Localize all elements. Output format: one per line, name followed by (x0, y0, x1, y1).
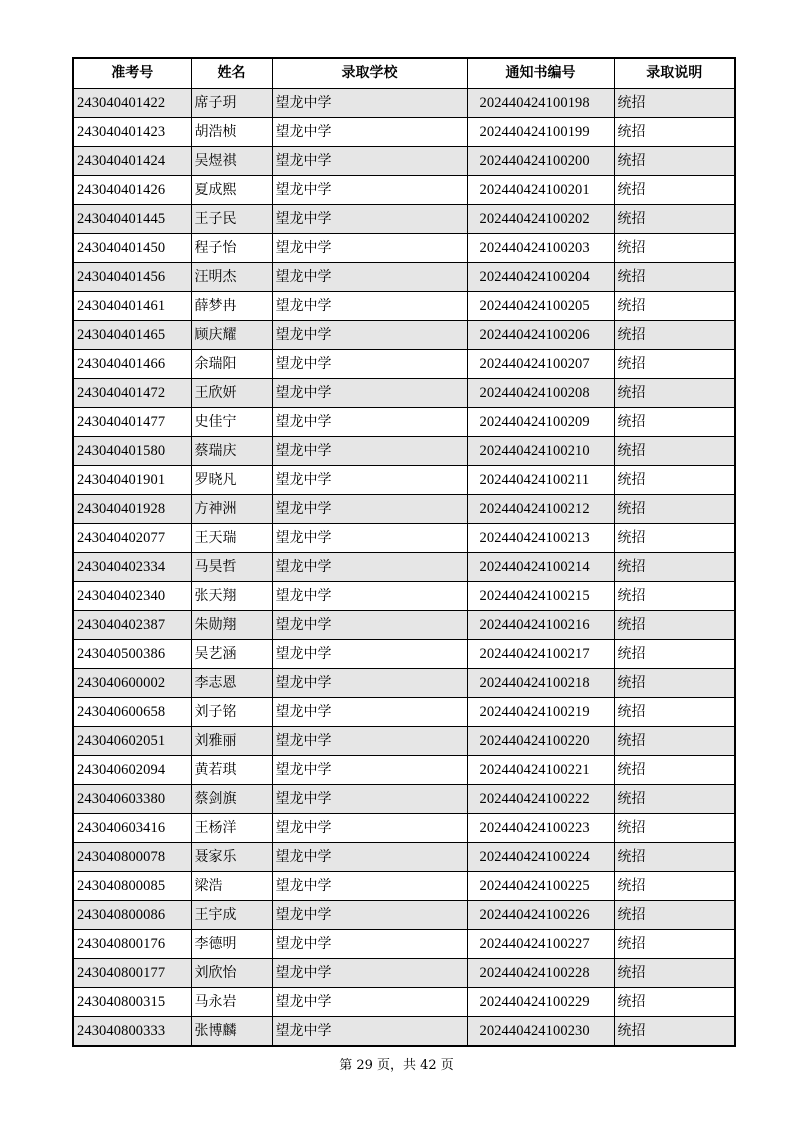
school-cell: 望龙中学 (272, 262, 467, 291)
admission-note-cell: 统招 (614, 523, 735, 552)
table-row (73, 436, 735, 465)
school-cell: 望龙中学 (272, 900, 467, 929)
name-cell: 程子怡 (191, 233, 272, 262)
table-row (73, 1016, 735, 1046)
admission-note-cell: 统招 (614, 349, 735, 378)
name-cell: 黄若琪 (191, 755, 272, 784)
notice-number-cell: 202440424100227 (467, 929, 614, 958)
admission-note-cell: 统招 (614, 755, 735, 784)
notice-number-cell: 202440424100206 (467, 320, 614, 349)
school-cell: 望龙中学 (272, 610, 467, 639)
notice-number-cell: 202440424100203 (467, 233, 614, 262)
notice-number-cell: 202440424100224 (467, 842, 614, 871)
admission-note-cell: 统招 (614, 1016, 735, 1046)
school-cell: 望龙中学 (272, 523, 467, 552)
exam-number-cell: 243040401423 (73, 117, 191, 146)
table-row (73, 871, 735, 900)
name-cell: 史佳宁 (191, 407, 272, 436)
exam-number-cell: 243040602094 (73, 755, 191, 784)
notice-number-cell: 202440424100204 (467, 262, 614, 291)
name-cell: 王欣妍 (191, 378, 272, 407)
exam-number-cell: 243040800315 (73, 987, 191, 1016)
school-cell: 望龙中学 (272, 204, 467, 233)
table-row (73, 581, 735, 610)
exam-number-cell: 243040401461 (73, 291, 191, 320)
notice-number-cell: 202440424100214 (467, 552, 614, 581)
page-footer: 第 29 页，共 42 页 (339, 1058, 454, 1073)
name-cell: 马昊哲 (191, 552, 272, 581)
name-cell: 王杨洋 (191, 813, 272, 842)
name-cell: 胡浩桢 (191, 117, 272, 146)
name-cell: 吴煜祺 (191, 146, 272, 175)
notice-number-cell: 202440424100223 (467, 813, 614, 842)
name-cell: 夏成熙 (191, 175, 272, 204)
school-cell: 望龙中学 (272, 987, 467, 1016)
header-exam-number: 准考号 (73, 58, 191, 88)
name-cell: 王天瑞 (191, 523, 272, 552)
school-cell: 望龙中学 (272, 784, 467, 813)
name-cell: 顾庆耀 (191, 320, 272, 349)
school-cell: 望龙中学 (272, 146, 467, 175)
notice-number-cell: 202440424100229 (467, 987, 614, 1016)
name-cell: 聂家乐 (191, 842, 272, 871)
admission-note-cell: 统招 (614, 610, 735, 639)
table-body (73, 88, 735, 1046)
exam-number-cell: 243040800333 (73, 1016, 191, 1046)
exam-number-cell: 243040800176 (73, 929, 191, 958)
exam-number-cell: 243040800086 (73, 900, 191, 929)
notice-number-cell: 202440424100212 (467, 494, 614, 523)
exam-number-cell: 243040401477 (73, 407, 191, 436)
school-cell: 望龙中学 (272, 668, 467, 697)
school-cell: 望龙中学 (272, 407, 467, 436)
notice-number-cell: 202440424100211 (467, 465, 614, 494)
notice-number-cell: 202440424100208 (467, 378, 614, 407)
exam-number-cell: 243040401580 (73, 436, 191, 465)
admission-note-cell: 统招 (614, 407, 735, 436)
notice-number-cell: 202440424100201 (467, 175, 614, 204)
table-row (73, 291, 735, 320)
table-row (73, 88, 735, 117)
admission-note-cell: 统招 (614, 726, 735, 755)
exam-number-cell: 243040500386 (73, 639, 191, 668)
exam-number-cell: 243040401928 (73, 494, 191, 523)
name-cell: 王子民 (191, 204, 272, 233)
notice-number-cell: 202440424100213 (467, 523, 614, 552)
name-cell: 薛梦冉 (191, 291, 272, 320)
exam-number-cell: 243040401424 (73, 146, 191, 175)
name-cell: 蔡瑞庆 (191, 436, 272, 465)
admission-note-cell: 统招 (614, 233, 735, 262)
admission-note-cell: 统招 (614, 581, 735, 610)
admission-note-cell: 统招 (614, 291, 735, 320)
header-admission-note: 录取说明 (614, 58, 735, 88)
exam-number-cell: 243040401472 (73, 378, 191, 407)
table-row (73, 726, 735, 755)
name-cell: 余瑞阳 (191, 349, 272, 378)
exam-number-cell: 243040402387 (73, 610, 191, 639)
notice-number-cell: 202440424100200 (467, 146, 614, 175)
table-row (73, 813, 735, 842)
exam-number-cell: 243040401465 (73, 320, 191, 349)
table-row (73, 697, 735, 726)
table-header-row (73, 58, 735, 88)
exam-number-cell: 243040402334 (73, 552, 191, 581)
school-cell: 望龙中学 (272, 871, 467, 900)
admission-note-cell: 统招 (614, 262, 735, 291)
admission-note-cell: 统招 (614, 639, 735, 668)
notice-number-cell: 202440424100218 (467, 668, 614, 697)
admission-note-cell: 统招 (614, 697, 735, 726)
table-row (73, 610, 735, 639)
table-row (73, 755, 735, 784)
table-row (73, 784, 735, 813)
exam-number-cell: 243040402077 (73, 523, 191, 552)
exam-number-cell: 243040402340 (73, 581, 191, 610)
school-cell: 望龙中学 (272, 436, 467, 465)
table-row (73, 552, 735, 581)
school-cell: 望龙中学 (272, 233, 467, 262)
school-cell: 望龙中学 (272, 465, 467, 494)
admission-note-cell: 统招 (614, 146, 735, 175)
admission-note-cell: 统招 (614, 900, 735, 929)
admission-note-cell: 统招 (614, 929, 735, 958)
exam-number-cell: 243040800177 (73, 958, 191, 987)
exam-number-cell: 243040800085 (73, 871, 191, 900)
table-row (73, 204, 735, 233)
exam-number-cell: 243040401445 (73, 204, 191, 233)
name-cell: 刘子铭 (191, 697, 272, 726)
table-row (73, 668, 735, 697)
admission-note-cell: 统招 (614, 552, 735, 581)
admission-note-cell: 统招 (614, 204, 735, 233)
school-cell: 望龙中学 (272, 175, 467, 204)
name-cell: 罗晓凡 (191, 465, 272, 494)
admission-table (72, 57, 736, 1047)
header-name: 姓名 (191, 58, 272, 88)
table-row (73, 175, 735, 204)
name-cell: 马永岩 (191, 987, 272, 1016)
table-row (73, 146, 735, 175)
table-row (73, 407, 735, 436)
table-row (73, 900, 735, 929)
table-row (73, 233, 735, 262)
name-cell: 李德明 (191, 929, 272, 958)
notice-number-cell: 202440424100221 (467, 755, 614, 784)
name-cell: 朱勋翔 (191, 610, 272, 639)
school-cell: 望龙中学 (272, 726, 467, 755)
admission-note-cell: 统招 (614, 88, 735, 117)
table-row (73, 494, 735, 523)
school-cell: 望龙中学 (272, 349, 467, 378)
admission-note-cell: 统招 (614, 668, 735, 697)
table-row (73, 929, 735, 958)
school-cell: 望龙中学 (272, 929, 467, 958)
exam-number-cell: 243040401466 (73, 349, 191, 378)
header-notice-number: 通知书编号 (467, 58, 614, 88)
admission-note-cell: 统招 (614, 320, 735, 349)
notice-number-cell: 202440424100220 (467, 726, 614, 755)
school-cell: 望龙中学 (272, 88, 467, 117)
school-cell: 望龙中学 (272, 1016, 467, 1046)
notice-number-cell: 202440424100228 (467, 958, 614, 987)
table-row (73, 523, 735, 552)
admission-note-cell: 统招 (614, 784, 735, 813)
exam-number-cell: 243040401426 (73, 175, 191, 204)
notice-number-cell: 202440424100215 (467, 581, 614, 610)
table-row (73, 639, 735, 668)
admission-note-cell: 统招 (614, 842, 735, 871)
admission-note-cell: 统招 (614, 958, 735, 987)
name-cell: 蔡剑旗 (191, 784, 272, 813)
admission-note-cell: 统招 (614, 117, 735, 146)
name-cell: 张天翔 (191, 581, 272, 610)
name-cell: 汪明杰 (191, 262, 272, 291)
school-cell: 望龙中学 (272, 755, 467, 784)
table-row (73, 117, 735, 146)
name-cell: 刘雅丽 (191, 726, 272, 755)
name-cell: 方神洲 (191, 494, 272, 523)
notice-number-cell: 202440424100216 (467, 610, 614, 639)
name-cell: 吴艺涵 (191, 639, 272, 668)
exam-number-cell: 243040603416 (73, 813, 191, 842)
table-row (73, 262, 735, 291)
school-cell: 望龙中学 (272, 320, 467, 349)
notice-number-cell: 202440424100230 (467, 1016, 614, 1046)
name-cell: 王宇成 (191, 900, 272, 929)
notice-number-cell: 202440424100222 (467, 784, 614, 813)
table-row (73, 320, 735, 349)
name-cell: 刘欣怡 (191, 958, 272, 987)
header-school: 录取学校 (272, 58, 467, 88)
exam-number-cell: 243040600002 (73, 668, 191, 697)
notice-number-cell: 202440424100226 (467, 900, 614, 929)
notice-number-cell: 202440424100219 (467, 697, 614, 726)
table-row (73, 349, 735, 378)
admission-note-cell: 统招 (614, 436, 735, 465)
exam-number-cell: 243040401422 (73, 88, 191, 117)
admission-note-cell: 统招 (614, 871, 735, 900)
table-row (73, 842, 735, 871)
school-cell: 望龙中学 (272, 291, 467, 320)
table-row (73, 987, 735, 1016)
admission-note-cell: 统招 (614, 175, 735, 204)
school-cell: 望龙中学 (272, 842, 467, 871)
table-row (73, 378, 735, 407)
exam-number-cell: 243040401456 (73, 262, 191, 291)
notice-number-cell: 202440424100199 (467, 117, 614, 146)
name-cell: 席子玥 (191, 88, 272, 117)
admission-note-cell: 统招 (614, 494, 735, 523)
admission-note-cell: 统招 (614, 813, 735, 842)
school-cell: 望龙中学 (272, 958, 467, 987)
school-cell: 望龙中学 (272, 697, 467, 726)
admission-note-cell: 统招 (614, 378, 735, 407)
name-cell: 张博麟 (191, 1016, 272, 1046)
school-cell: 望龙中学 (272, 581, 467, 610)
admission-note-cell: 统招 (614, 465, 735, 494)
exam-number-cell: 243040401450 (73, 233, 191, 262)
exam-number-cell: 243040602051 (73, 726, 191, 755)
school-cell: 望龙中学 (272, 378, 467, 407)
name-cell: 梁浩 (191, 871, 272, 900)
admission-note-cell: 统招 (614, 987, 735, 1016)
notice-number-cell: 202440424100209 (467, 407, 614, 436)
name-cell: 李志恩 (191, 668, 272, 697)
exam-number-cell: 243040401901 (73, 465, 191, 494)
notice-number-cell: 202440424100202 (467, 204, 614, 233)
table-row (73, 958, 735, 987)
table-row (73, 465, 735, 494)
school-cell: 望龙中学 (272, 813, 467, 842)
school-cell: 望龙中学 (272, 639, 467, 668)
notice-number-cell: 202440424100210 (467, 436, 614, 465)
school-cell: 望龙中学 (272, 494, 467, 523)
exam-number-cell: 243040800078 (73, 842, 191, 871)
notice-number-cell: 202440424100198 (467, 88, 614, 117)
school-cell: 望龙中学 (272, 117, 467, 146)
notice-number-cell: 202440424100225 (467, 871, 614, 900)
exam-number-cell: 243040600658 (73, 697, 191, 726)
exam-number-cell: 243040603380 (73, 784, 191, 813)
notice-number-cell: 202440424100205 (467, 291, 614, 320)
school-cell: 望龙中学 (272, 552, 467, 581)
notice-number-cell: 202440424100207 (467, 349, 614, 378)
notice-number-cell: 202440424100217 (467, 639, 614, 668)
